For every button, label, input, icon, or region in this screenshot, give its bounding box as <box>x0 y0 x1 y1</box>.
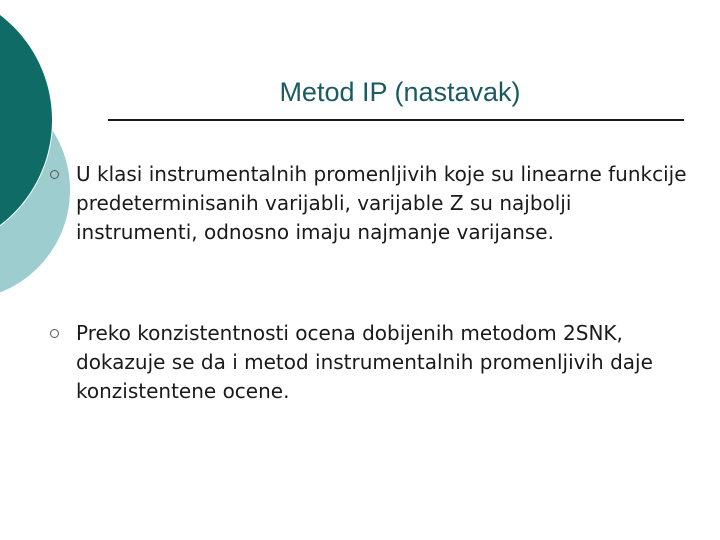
circle-bullet-icon <box>50 170 59 179</box>
bullet-item <box>48 319 688 406</box>
bullet-text: Preko konzistentnosti ocena dobijenih metodom 2SNK, dokazuje se da i metod instrumentalnih promenljivih daje konzistentene ocene. <box>76 321 653 403</box>
bullet-list <box>48 160 688 406</box>
title-divider <box>108 119 684 121</box>
bullet-item <box>48 160 688 247</box>
slide-title: Metod IP (nastavak) <box>279 77 521 107</box>
circle-bullet-icon <box>50 329 59 338</box>
bullet-text: U klasi instrumentalnih promenljivih koje su linearne funkcije predeterminisanih varijabli, varijable Z su najbolji instrumenti, odnosno imaju najmanje varijanse. <box>76 162 687 244</box>
